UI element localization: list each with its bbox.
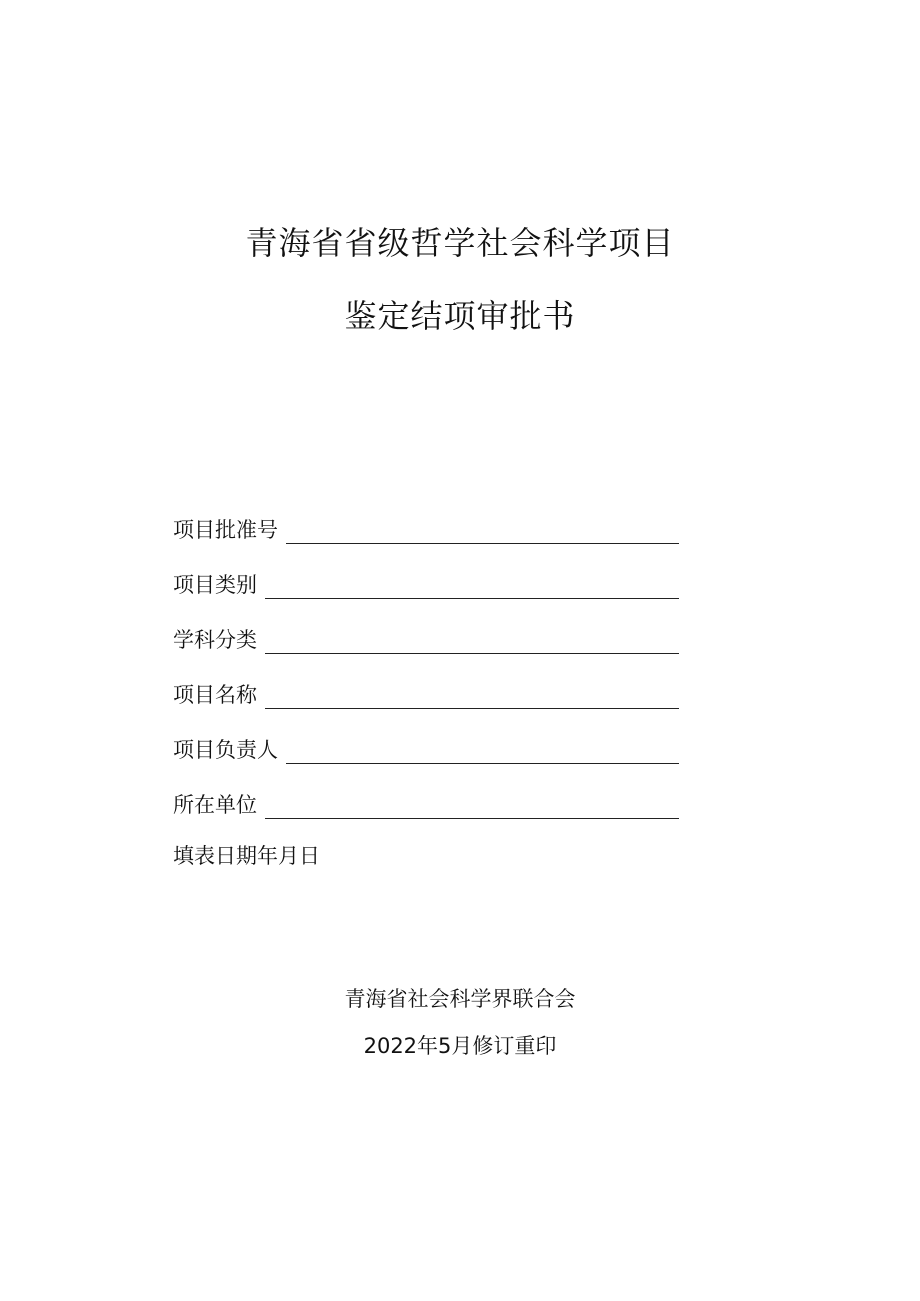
project-name-blank[interactable]	[265, 682, 679, 709]
field-label: 项目类别	[173, 573, 257, 597]
field-project-category	[173, 567, 679, 599]
field-project-name	[173, 677, 679, 709]
issuing-organization: 青海省社会科学界联合会	[344, 987, 576, 1011]
document-title: 青海省省级哲学社会科学项目	[245, 224, 675, 262]
field-project-leader	[173, 732, 679, 764]
field-label: 项目名称	[173, 683, 257, 707]
approval-number-blank[interactable]	[286, 517, 679, 544]
field-organization	[173, 787, 679, 819]
field-approval-number	[173, 512, 679, 544]
field-label: 项目批准号	[173, 518, 278, 542]
field-label: 学科分类	[173, 628, 257, 652]
field-label: 所在单位	[173, 793, 257, 817]
project-leader-blank[interactable]	[286, 737, 679, 764]
fill-date-label: 填表日期年月日	[173, 844, 320, 868]
field-label: 项目负责人	[173, 738, 278, 762]
document-subtitle: 鉴定结项审批书	[344, 297, 576, 335]
discipline-blank[interactable]	[265, 627, 679, 654]
edition-note: 2022年5月修订重印	[363, 1034, 557, 1058]
project-info-form	[173, 512, 679, 870]
field-discipline	[173, 622, 679, 654]
organization-blank[interactable]	[265, 792, 679, 819]
project-category-blank[interactable]	[265, 572, 679, 599]
